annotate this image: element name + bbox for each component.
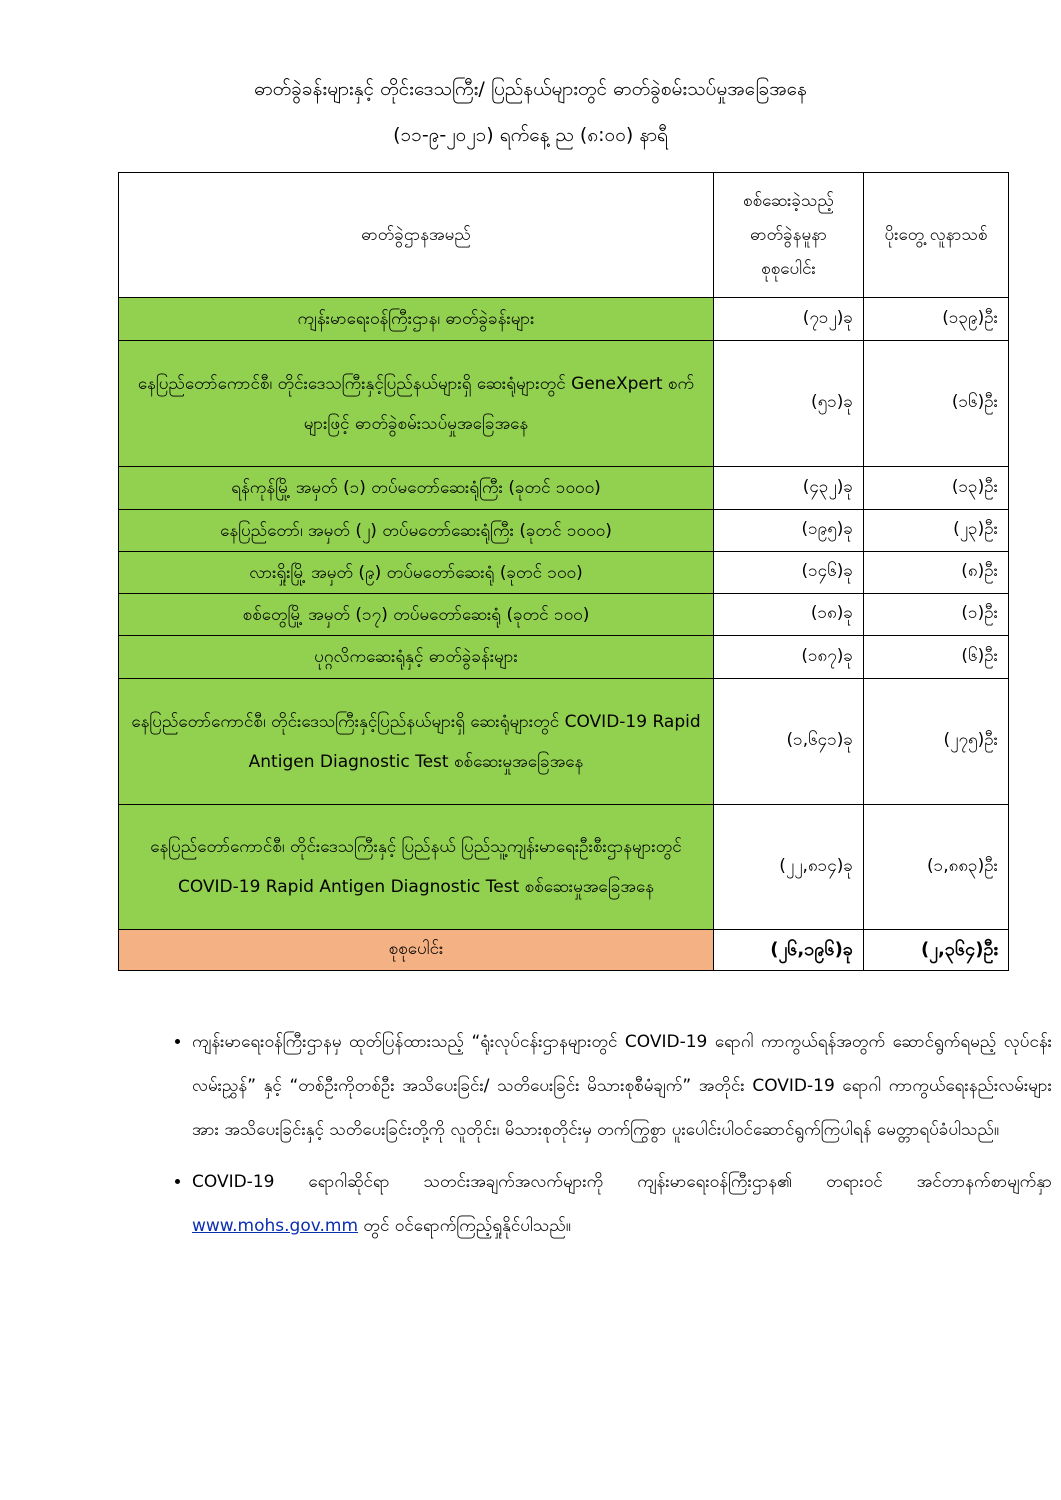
samples-cell: (၁၄၆)ခု bbox=[714, 552, 864, 594]
samples-cell: (၁၉၅)ခု bbox=[714, 510, 864, 552]
total-positive: (၂,၃၆၄)ဦး bbox=[864, 930, 1009, 971]
lab-name-cell: ကျန်းမာရေးဝန်ကြီးဌာန၊ ဓာတ်ခွဲခန်းများ bbox=[119, 298, 714, 341]
table-row bbox=[119, 510, 1009, 552]
note-text: တွင် ဝင်ရောက်ကြည့်ရှုနိုင်ပါသည်။ bbox=[358, 1216, 571, 1236]
table-row bbox=[119, 805, 1009, 930]
table-header-row bbox=[119, 173, 1009, 298]
positive-cell: (၂၇၅)ဦး bbox=[864, 679, 1009, 805]
lab-name-cell: နေပြည်တော်ကောင်စီ၊ တိုင်းဒေသကြီးနှင့်ပြည်နယ်များရှိ ဆေးရုံများတွင် COVID-19 Rapid Antigen Diagnostic Test စစ်ဆေးမှုအခြေအနေ bbox=[119, 679, 714, 805]
lab-name-cell: စစ်တွေမြို့ အမှတ် (၁၇) တပ်မတော်ဆေးရုံ (ခုတင် ၁၀၀) bbox=[119, 594, 714, 636]
note-item bbox=[192, 1160, 1052, 1248]
positive-cell: (၆)ဦး bbox=[864, 636, 1009, 679]
lab-name-cell: ရန်ကုန်မြို့ အမှတ် (၁) တပ်မတော်ဆေးရုံကြီး (ခုတင် ၁၀၀၀) bbox=[119, 467, 714, 510]
lab-name-cell: နေပြည်တော်၊ အမှတ် (၂) တပ်မတော်ဆေးရုံကြီး (ခုတင် ၁၀၀၀) bbox=[119, 510, 714, 552]
samples-cell: (၂၂,၈၁၄)ခု bbox=[714, 805, 864, 930]
samples-cell: (၁၈)ခု bbox=[714, 594, 864, 636]
lab-testing-table bbox=[118, 172, 1009, 971]
report-date: (၁၁-၉-၂၀၂၁) ရက်နေ့ ည (၈:၀၀) နာရီ bbox=[393, 124, 668, 146]
positive-cell: (၁)ဦး bbox=[864, 594, 1009, 636]
total-label: စုစုပေါင်း bbox=[119, 930, 714, 971]
lab-name-cell: ပုဂ္ဂလိကဆေးရုံနှင့် ဓာတ်ခွဲခန်းများ bbox=[119, 636, 714, 679]
note-item bbox=[192, 1020, 1052, 1152]
samples-cell: (၇၁၂)ခု bbox=[714, 298, 864, 341]
total-samples: (၂၆,၁၉၆)ခု bbox=[714, 930, 864, 971]
positive-cell: (၁၃၉)ဦး bbox=[864, 298, 1009, 341]
table-row bbox=[119, 467, 1009, 510]
table-row bbox=[119, 636, 1009, 679]
positive-cell: (၁၆)ဦး bbox=[864, 341, 1009, 467]
table-total-row bbox=[119, 930, 1009, 971]
table-row bbox=[119, 341, 1009, 467]
table-row bbox=[119, 298, 1009, 341]
lab-name-cell: နေပြည်တော်ကောင်စီ၊ တိုင်းဒေသကြီးနှင့် ပြည်နယ် ပြည်သူ့ကျန်းမာရေးဦးစီးဌာနများတွင် COVID-19 Rapid Antigen Diagnostic Test စစ်ဆေးမှုအခြေအနေ bbox=[119, 805, 714, 930]
mohs-website-link[interactable]: www.mohs.gov.mm bbox=[192, 1216, 359, 1236]
samples-cell: (၁၈၇)ခု bbox=[714, 636, 864, 679]
note-text: ကျန်းမာရေးဝန်ကြီးဌာနမှ ထုတ်ပြန်ထားသည့် “ရုံးလုပ်ငန်းဌာနများတွင် COVID-19 ရောဂါ ကာကွယ်ရန်အတွက် ဆောင်ရွက်ရမည့် လုပ်ငန်းလမ်းညွှန်” နှင့် “တစ်ဦးကိုတစ်ဦး အသိပေးခြင်း/ သတိပေးခြင်း မိသားစုစီမံချက်” အတိုင်း COVID-19 ရောဂါ ကာကွယ်ရေးနည်းလမ်းများအား အသိပေးခြင်းနှင့် သတိပေးခြင်းတို့ကို လူတိုင်း၊ မိသားစုတိုင်းမှ တက်ကြွစွာ ပူးပေါင်းပါဝင်ဆောင်ရွက်ကြပါရန် မေတ္တာရပ်ခံပါသည်။ bbox=[192, 1032, 1052, 1140]
column-header-positive: ပိုးတွေ့ လူနာသစ် bbox=[864, 173, 1009, 298]
samples-cell: (၁,၆၄၁)ခု bbox=[714, 679, 864, 805]
note-text: COVID-19 ရောဂါဆိုင်ရာ သတင်းအချက်အလက်များကို ကျန်းမာရေးဝန်ကြီးဌာန၏ တရားဝင် အင်တာနက်စာမျက်နှာ bbox=[192, 1172, 1052, 1192]
column-header-samples: စစ်ဆေးခဲ့သည့် ဓာတ်ခွဲနမူနာ စုစုပေါင်း bbox=[714, 173, 864, 298]
positive-cell: (၈)ဦး bbox=[864, 552, 1009, 594]
samples-cell: (၅၁)ခု bbox=[714, 341, 864, 467]
positive-cell: (၂၃)ဦး bbox=[864, 510, 1009, 552]
table-row bbox=[119, 679, 1009, 805]
samples-cell: (၄၃၂)ခု bbox=[714, 467, 864, 510]
positive-cell: (၁,၈၈၃)ဦး bbox=[864, 805, 1009, 930]
notes-list bbox=[150, 1020, 1052, 1248]
lab-name-cell: နေပြည်တော်ကောင်စီ၊ တိုင်းဒေသကြီးနှင့်ပြည်နယ်များရှိ ဆေးရုံများတွင် GeneXpert စက်များဖြင့် ဓာတ်ခွဲစမ်းသပ်မှုအခြေအနေ bbox=[119, 341, 714, 467]
positive-cell: (၁၃)ဦး bbox=[864, 467, 1009, 510]
page-title: ဓာတ်ခွဲခန်းများနှင့် တိုင်းဒေသကြီး/ ပြည်နယ်များတွင် ဓာတ်ခွဲစမ်းသပ်မှုအခြေအနေ bbox=[254, 78, 807, 100]
lab-name-cell: လားရှိုးမြို့ အမှတ် (၉) တပ်မတော်ဆေးရုံ (ခုတင် ၁၀၀) bbox=[119, 552, 714, 594]
table-row bbox=[119, 594, 1009, 636]
table-row bbox=[119, 552, 1009, 594]
column-header-lab-name: ဓာတ်ခွဲဌာနအမည် bbox=[119, 173, 714, 298]
